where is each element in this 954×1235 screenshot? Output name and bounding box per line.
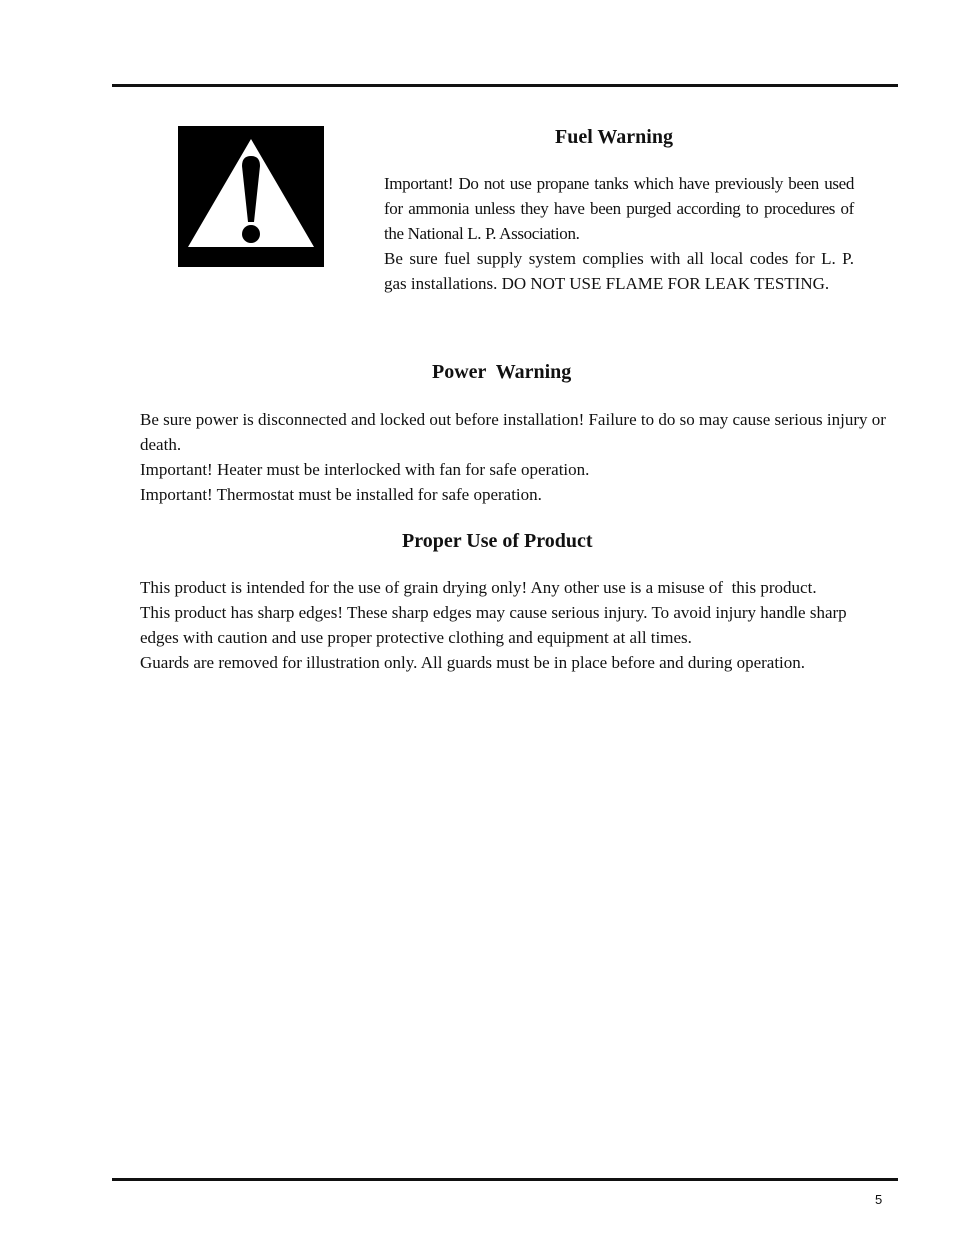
footer-rule — [112, 1178, 898, 1181]
fuel-warning-paragraph: Important! Do not use propane tanks which have previously been used for ammonia unless they have been purged according to procedures of the National L. P. Association. — [384, 174, 854, 243]
fuel-warning-title: Fuel Warning — [555, 126, 673, 148]
proper-use-body — [140, 575, 895, 675]
power-warning-line: Important! Thermostat must be installed for safe operation. — [140, 485, 542, 504]
power-warning-title: Power Warning — [432, 361, 572, 383]
proper-use-title: Proper Use of Product — [402, 530, 593, 552]
power-warning-line: Be sure power is disconnected and locked out before installation! Failure to do so may cause serious injury or death. — [140, 410, 886, 454]
warning-triangle-icon — [178, 126, 324, 267]
proper-use-line: Guards are removed for illustration only. All guards must be in place before and during operation. — [140, 653, 806, 672]
proper-use-line: This product has sharp edges! These sharp edges may cause serious injury. To avoid injury handle sharp edges with caution and use proper protective clothing and equipment at all times. — [140, 603, 847, 647]
power-warning-line: Important! Heater must be interlocked with fan for safe operation. — [140, 460, 590, 479]
fuel-warning-body — [384, 171, 854, 296]
power-warning-body — [140, 407, 895, 507]
fuel-warning-paragraph: Be sure fuel supply system complies with all local codes for L. P. gas installations. DO NOT USE FLAME FOR LEAK TESTING. — [384, 249, 854, 293]
proper-use-line: This product is intended for the use of grain drying only! Any other use is a misuse of this product. — [140, 578, 817, 597]
page-number: 5 — [875, 1192, 883, 1207]
header-rule — [112, 84, 898, 87]
